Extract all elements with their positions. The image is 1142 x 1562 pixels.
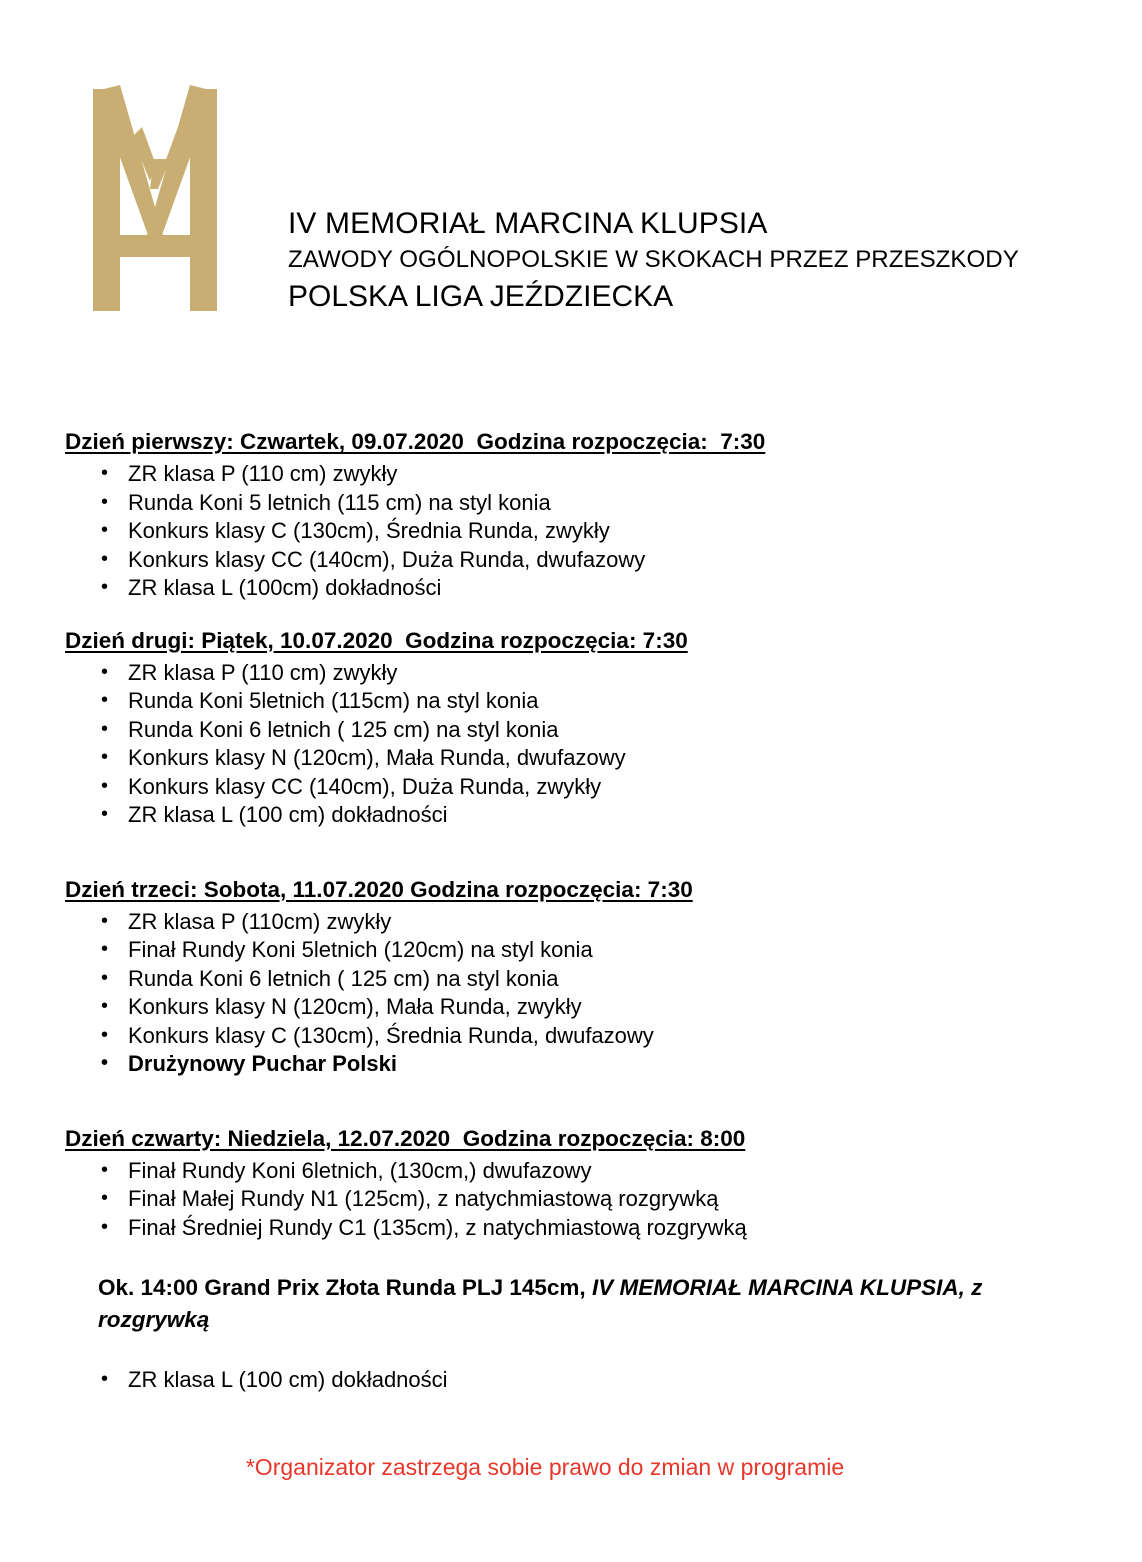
list-item: • Finał Rundy Koni 6letnich, (130cm,) dwufazowy — [128, 1157, 1142, 1186]
day-heading-4: Dzień czwarty: Niedziela, 12.07.2020 Godzina rozpoczęcia: 8:00 — [65, 1125, 746, 1151]
list-item: • Konkurs klasy N (120cm), Mała Runda, zwykły — [128, 993, 1142, 1022]
day-item-list-2 — [0, 659, 1142, 830]
header-titles — [288, 205, 1078, 317]
page-title: IV MEMORIAŁ MARCINA KLUPSIA — [288, 207, 768, 240]
list-item: • ZR klasa L (100cm) dokładności — [128, 574, 1142, 603]
list-item: • Finał Rundy Koni 5letnich (120cm) na styl konia — [128, 936, 1142, 965]
section-spacer — [0, 603, 1142, 627]
section-spacer — [0, 1336, 1142, 1366]
league-title: POLSKA LIGA JEŹDZIECKA — [288, 280, 674, 313]
list-item: • ZR klasa P (110 cm) zwykły — [128, 659, 1142, 688]
list-item: • ZR klasa P (110 cm) zwykły — [128, 460, 1142, 489]
list-item: • Drużynowy Puchar Polski — [128, 1050, 1142, 1079]
list-item: • Finał Średniej Rundy C1 (135cm), z natychmiastową rozgrywką — [128, 1214, 1142, 1243]
day-item-list-3 — [0, 908, 1142, 1079]
list-item: • Finał Małej Rundy N1 (125cm), z natychmiastową rozgrywką — [128, 1185, 1142, 1214]
grand-prix-emphasis: IV MEMORIAŁ MARCINA KLUPSIA, z rozgrywką — [98, 1275, 983, 1332]
list-item: • Runda Koni 6 letnich ( 125 cm) na styl konia — [128, 716, 1142, 745]
list-item: • Runda Koni 6 letnich ( 125 cm) na styl konia — [128, 965, 1142, 994]
list-item: • Konkurs klasy CC (140cm), Duża Runda, dwufazowy — [128, 546, 1142, 575]
grand-prix-lead: Ok. 14:00 Grand Prix Złota Runda PLJ 145cm, — [98, 1275, 592, 1300]
day-item-list-1 — [0, 460, 1142, 603]
day-section-1 — [0, 428, 1142, 603]
closing-item-list — [0, 1366, 1142, 1395]
day-section-3 — [0, 876, 1142, 1079]
day-heading-2: Dzień drugi: Piątek, 10.07.2020 Godzina rozpoczęcia: 7:30 — [65, 627, 688, 653]
program-content — [0, 428, 1142, 1395]
day-item-list-4 — [0, 1157, 1142, 1243]
day-section-2 — [0, 627, 1142, 830]
list-item: • ZR klasa P (110cm) zwykły — [128, 908, 1142, 937]
document-header — [0, 0, 1142, 360]
day-section-4 — [0, 1125, 1142, 1243]
organizer-disclaimer-note: *Organizator zastrzega sobie prawo do zmian w programie — [245, 1454, 845, 1480]
ma-monogram-logo — [80, 85, 230, 315]
grand-prix-paragraph — [98, 1272, 1078, 1336]
day-heading-1: Dzień pierwszy: Czwartek, 09.07.2020 Godzina rozpoczęcia: 7:30 — [65, 429, 766, 454]
list-item: • Konkurs klasy C (130cm), Średnia Runda, zwykły — [128, 517, 1142, 546]
page-subtitle: ZAWODY OGÓLNOPOLSKIE W SKOKACH PRZEZ PRZESZKODY — [288, 246, 1019, 273]
list-item: • Konkurs klasy N (120cm), Mała Runda, dwufazowy — [128, 744, 1142, 773]
list-item: • ZR klasa L (100 cm) dokładności — [128, 1366, 1142, 1395]
list-item: • ZR klasa L (100 cm) dokładności — [128, 801, 1142, 830]
section-spacer — [0, 830, 1142, 876]
day-heading-3: Dzień trzeci: Sobota, 11.07.2020 Godzina rozpoczęcia: 7:30 — [65, 876, 693, 902]
list-item: • Konkurs klasy CC (140cm), Duża Runda, zwykły — [128, 773, 1142, 802]
list-item: • Konkurs klasy C (130cm), Średnia Runda, dwufazowy — [128, 1022, 1142, 1051]
section-spacer — [0, 1242, 1142, 1272]
list-item: • Runda Koni 5 letnich (115 cm) na styl konia — [128, 489, 1142, 518]
section-spacer — [0, 1079, 1142, 1125]
list-item: • Runda Koni 5letnich (115cm) na styl konia — [128, 687, 1142, 716]
